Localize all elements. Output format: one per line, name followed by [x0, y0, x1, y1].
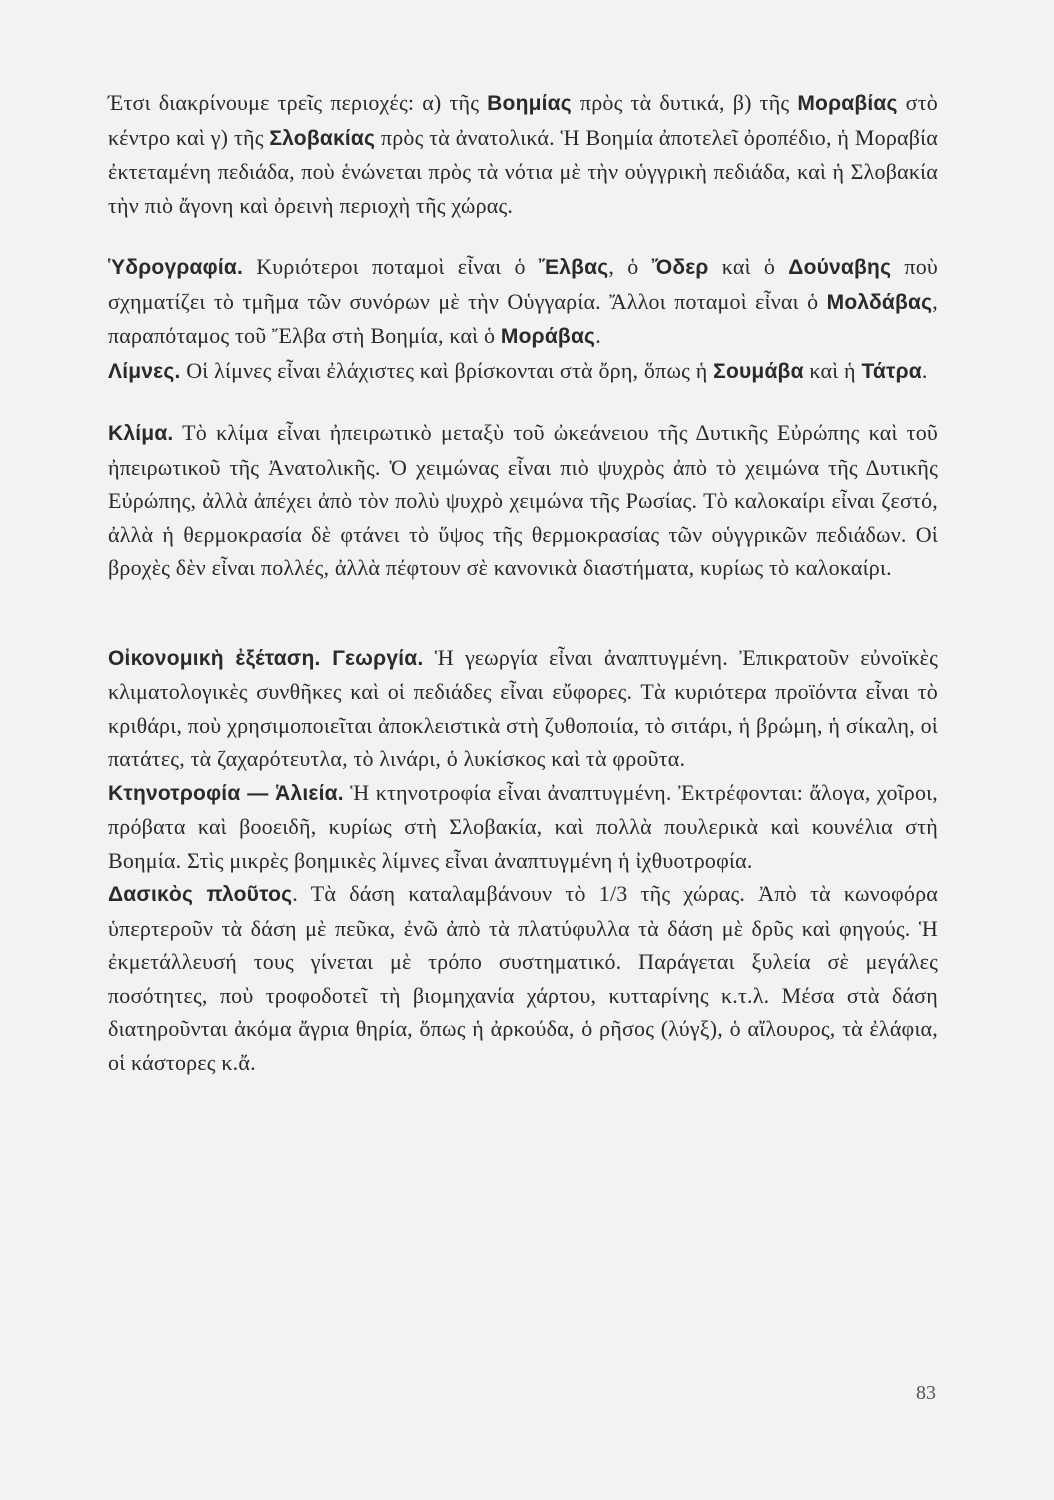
- text: , παραπόταμος τοῦ Ἔλβα στὴ Βοημία, καὶ ὁ: [108, 288, 938, 348]
- heading-livestock-fishing: Κτηνοτροφία — Ἁλιεία.: [108, 781, 344, 805]
- heading-forest-wealth: Δασικὸς πλοῦτος: [108, 883, 293, 906]
- heading-economy-agriculture: Οἰκονομικὴ ἐξέταση. Γεωργία.: [108, 646, 424, 670]
- paragraph-forests: [108, 877, 938, 1079]
- text: Τὸ κλίμα εἶναι ἠπειρωτικὸ μεταξὺ τοῦ ὠκεάνειου τῆς Δυτικῆς Εὐρώπης καὶ τοῦ ἠπειρωτικοῦ τῆς Ἀνατολικῆς. Ὁ χειμώνας εἶναι πιὸ ψυχρὸς ἀπὸ τὸ χειμώνα τῆς Δυτικῆς Εὐρώπης, ἀλλὰ ἀπέχει ἀπὸ τὸν πολὺ ψυχρὸ χειμώνα τῆς Ρωσίας. Τὸ καλοκαίρι εἶναι ζεστό, ἀλλὰ ἡ θερμοκρασία δὲ φτάνει τὸ ὕψος τῆς θερμοκρασίας τῶν οὑγγρικῶν πεδιάδων. Οἱ βροχὲς δὲν εἶναι πολλές, ἀλλὰ πέφτουν σὲ κανονικὰ διαστήματα, κυρίως τὸ καλοκαίρι.: [108, 420, 938, 580]
- text: ποὺ σχηματίζει τὸ τμῆμα τῶν συνόρων μὲ τὴν Οὑγγαρία. Ἄλλοι ποταμοὶ εἶναι ὁ: [108, 254, 938, 314]
- heading-climate: Κλίμα.: [108, 422, 174, 445]
- text: Έτσι διακρίνουμε τρεῖς περιοχές: α) τῆς: [108, 90, 488, 115]
- term-slovakia: Σλοβακίας: [269, 126, 376, 150]
- paragraph-livestock: [108, 776, 938, 878]
- text: .: [921, 357, 928, 383]
- text: Ἡ κτηνοτροφία εἶναι ἀναπτυγμένη. Ἐκτρέφονται: ἄλογα, χοῖροι, πρόβατα καὶ βοοειδῆ, κυρίως στὴ Σλοβακία, καὶ πολλὰ πουλερικὰ καὶ κουνέλια στὴ Βοημία. Στὶς μικρὲς βοημικὲς λίμνες εἶναι ἀναπτυγμένη ἡ ἰχθυοτροφία.: [108, 779, 939, 873]
- text: καὶ ὁ: [708, 254, 789, 279]
- term-moravia: Μοραβίας: [797, 92, 898, 115]
- term-oder: Ὄδερ: [651, 256, 709, 279]
- page-number: 83: [916, 1382, 936, 1404]
- paragraph-regions: [108, 86, 938, 222]
- text: . Τὰ δάση καταλαμβάνουν τὸ 1/3 τῆς χώρας. Ἀπὸ τὰ κωνοφόρα ὑπερτεροῦν τὰ δάση μὲ πεῦκα, ἐνῶ ἀπὸ τὰ πλατύφυλλα τὰ δάση μὲ δρῦς καὶ φηγούς. Ἡ ἐκμετάλλευσή τους γίνεται μὲ τρόπο συστηματικό. Παράγεται ξυλεία σὲ μεγάλες ποσότητες, ποὺ τροφοδοτεῖ τὴ βιομηχανία χάρτου, κυτταρίνης κ.τ.λ. Μέσα στὰ δάση διατηροῦνται ἀκόμα ἄγρια θηρία, ὅπως ἡ ἀρκούδα, ὁ ρῆσος (λύγξ), ὁ αἴλουρος, τὰ ἐλάφια, οἱ κάστορες κ.ἄ.: [108, 881, 938, 1075]
- text: καὶ ἡ: [803, 357, 862, 383]
- text: .: [595, 323, 601, 348]
- term-sumava: Σουμάβα: [713, 359, 804, 383]
- term-elbe: Ἔλβας: [538, 256, 609, 279]
- paragraph-climate: [108, 416, 938, 585]
- term-danube: Δούναβης: [788, 256, 892, 279]
- text: , ὁ: [608, 254, 652, 279]
- paragraph-agriculture: [108, 641, 938, 776]
- text: πρὸς τὰ δυτικά, β) τῆς: [571, 90, 798, 115]
- term-vltava: Μολδάβας: [826, 290, 933, 314]
- paragraph-hydrography: [108, 250, 938, 354]
- term-morava: Μοράβας: [500, 325, 596, 348]
- heading-lakes: Λίμνες.: [108, 359, 181, 383]
- term-tatra: Τάτρα: [861, 359, 922, 383]
- term-bohemia: Βοημίας: [487, 92, 572, 115]
- text: στὸ κέντρο καὶ γ) τῆς: [108, 90, 938, 150]
- page-body: [108, 86, 938, 1079]
- heading-hydrography: Ὑδρογραφία.: [108, 256, 244, 279]
- text: Ἡ γεωργία εἶναι ἀναπτυγμένη. Ἐπικρατοῦν εὐνοϊκὲς κλιματολογικὲς συνθῆκες καὶ οἱ πεδιάδες εἶναι εὔφορες. Τὰ κυριότερα προϊόντα εἶναι τὸ κριθάρι, ποὺ χρησιμοποιεῖται ἀποκλειστικὰ στὴ ζυθοποιία, τὸ σιτάρι, ἡ βρώμη, ἡ σίκαλη, οἱ πατάτες, τὰ ζαχαρότευτλα, τὸ λινάρι, ὁ λυκίσκος καὶ τὰ φροῦτα.: [108, 644, 938, 771]
- paragraph-lakes: [108, 354, 938, 389]
- text: Οἱ λίμνες εἶναι ἐλάχιστες καὶ βρίσκονται στὰ ὄρη, ὅπως ἡ: [180, 357, 714, 383]
- text: πρὸς τὰ ἀνατολικά. Ἡ Βοημία ἀποτελεῖ ὀροπέδιο, ἡ Μοραβία ἐκτεταμένη πεδιάδα, ποὺ ἑνώνεται πρὸς τὰ νότια μὲ τὴν οὑγγρικὴ πεδιάδα, καὶ ἡ Σλοβακία τὴν πιὸ ἄγονη καὶ ὀρεινὴ περιοχὴ τῆς χώρας.: [108, 124, 938, 218]
- text: Κυριότεροι ποταμοὶ εἶναι ὁ: [243, 254, 539, 279]
